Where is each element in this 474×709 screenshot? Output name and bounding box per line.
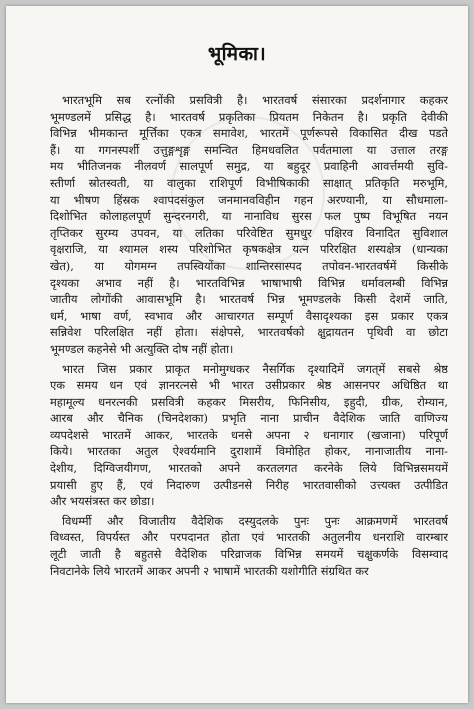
text-line: विध्वस्त, विपर्यस्त और परपदानत होता एवं भारतकी अतुलनीय धनराशि वारम्बार	[50, 530, 448, 545]
book-page	[6, 6, 468, 703]
text-line: विभिन्न भीमकान्त मूर्त्तिका एकत्र समावेश, भारतमें पूर्णरूपसे विकासित दीख पडते	[50, 126, 448, 141]
text-line: धर्म, भाषा वर्ण, स्वभाव और आचारगत सम्पूर्ण वैसादृश्यका इस प्रकार एकत्र	[50, 308, 448, 323]
text-line: दृश्यका अभाव नहीं है। भारतविभिन्न भाषाभाषी विभिन्न धर्मावलम्बी विभिन्न	[50, 275, 448, 290]
text-line: और भयसंत्रस्त कर छोडा।	[50, 494, 155, 509]
text-line: भारतभूमि सब रत्नोंकी प्रसवित्री है। भारतवर्ष संसारका प्रदर्शनागार कहकर	[62, 93, 448, 107]
text-line: भारत जिस प्रकार प्राकृत मनोमुग्धकर नैसर्गिक दृश्यादिमें जगत्‌में सबसे श्रेष्ठ	[62, 361, 448, 376]
text-line: स्तीर्णा स्रोतस्वती, या वालुका राशिपूर्ण विभीषिकाकी साक्षात् प्रतिकृति मरुभूमि,	[50, 175, 448, 190]
text-line: या भीषण हिंस्रक श्वापदसंकुल जनमानवविहीन गहन अरण्यानी, या सौधमाला-	[50, 192, 448, 207]
text-line: सन्निवेश परिलक्षित नहीं होता। संक्षेपसे, भारतवर्षको क्षुद्रायतन पृथिवी वा छोटा	[50, 325, 448, 340]
text-line: प्रयासी हुए हैं, एवं निदारुण उत्पीडनसे निरीह भारतवासीको उत्त्यक्त उत्पीडित	[50, 477, 448, 492]
text-line: वृक्षराजि, या श्यामल शस्य परिशोभित कृषकक्षेत्र यत्न परिरक्षित शस्यक्षेत्र (धान्यका	[50, 242, 448, 257]
text-line: तृप्तिकर सुरम्य उपवन, या लतिका परिवेष्टित सुमधुर पक्षिरव विनादित सुविशाल	[50, 225, 448, 240]
text-line: दिशोभित कोलाहलपूर्ण सुन्दरनगरी, या नानाविध सुरस फल पुष्प विभूषित नयन	[50, 209, 448, 224]
text-line: देशीय, दिग्विजयीगण, भारतको अपने करतलगत करनेके लिये विभिन्नसमयमें	[50, 461, 448, 476]
text-line: आरब और चैनिक (चिनदेशका) प्रभृति नाना प्राचीन वैदेशिक जाति वाणिज्य	[50, 411, 448, 426]
text-line: लूटी जाती है बहुतसे वैदेशिक परिव्राजक विभिन्न समयमें चक्षुकर्णके विसम्वाद	[50, 547, 448, 562]
text-line: जातीय लोगोंकी आवासभूमि है। भारतवर्ष भिन्न भूमण्डलके किसी देशमें जाति,	[50, 292, 448, 307]
text-line: विधर्म्मी और विजातीय वैदेशिक दस्युदलके पुनः पुनः आक्रमणमें भारतवर्ष	[62, 513, 448, 528]
text-line: महामूल्य धनरत्नकी प्रसवित्री कहकर मिसरीय, फिनिसीय, इहुदी, ग्रीक, रोम्यान,	[50, 394, 448, 409]
paragraph	[50, 361, 448, 510]
page-title: भूमिका।	[207, 43, 267, 65]
text-line: भूमण्डल कहनेसे भी अत्युक्ति दोष नहीं होता।	[50, 341, 234, 356]
text-line: भूमण्डलमें प्रसिद्ध है। भारतवर्ष प्रकृतिका प्रियतम निकेतन है। प्रकृति देवीकी	[50, 109, 448, 124]
text-line: किये। भारतका अतुल ऐश्वर्यमानि दुराशामें विमोहित होकर, नानाजातीय नाना-	[50, 444, 448, 459]
text-line: व्यपदेशसे भारतमें आकर, भारतके धनसे अपना २ धनागार (खजाना) परिपूर्ण	[50, 427, 448, 442]
text-line: हैं। या गगनस्पर्शी उत्तुङ्गशृङ्ग समन्वित हिमधवलित पर्वतमाला या उत्ताल तरङ्ग	[50, 142, 448, 157]
paragraph	[50, 92, 448, 358]
text-line: निवटानेके लिये भारतमें आकर अपनी २ भाषामें भारतकी यशोगीति संग्रथित कर	[50, 563, 369, 578]
text-line: एक समय धन एवं ज्ञानरत्नसे भी भारत उसीप्रकार श्रेष्ठ आसनपर अधिष्ठित था	[50, 378, 448, 393]
paragraph	[50, 513, 448, 579]
page-body	[50, 92, 448, 579]
text-line: खेत), या योगमग्न तपस्वियोंका शान्तिरसास्पद तपोवन-भारतवर्षमें किसीके	[50, 258, 448, 273]
text-line: मय भीतिजनक नीलवर्ण सालपूर्ण समुद्र, या बहुदूर प्रवाहिनी आवर्त्तमयी सुवि-	[50, 159, 448, 174]
